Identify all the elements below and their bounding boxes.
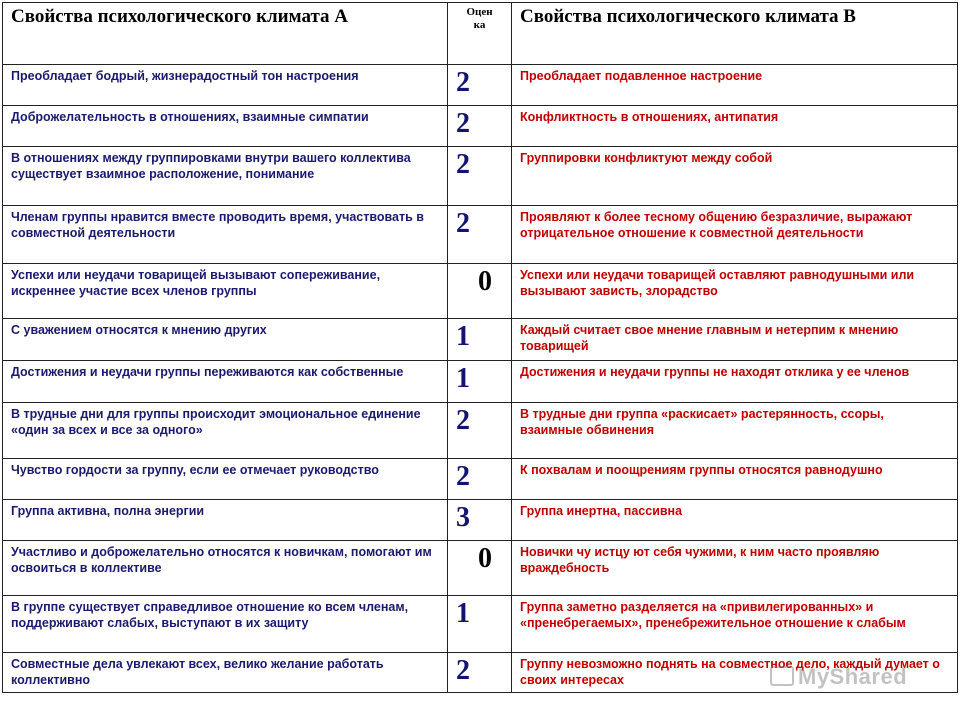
climate-a-cell: Преобладает бодрый, жизнерадостный тон настроения xyxy=(3,65,448,106)
score-cell: 2 xyxy=(448,147,512,206)
header-score-label: Оцен ка xyxy=(466,6,493,31)
watermark-text: MyShared xyxy=(798,664,908,689)
score-cell: 2 xyxy=(448,459,512,500)
score-cell: 2 xyxy=(448,403,512,459)
watermark xyxy=(770,664,907,690)
climate-b-cell: Успехи или неудачи товарищей оставляют равнодушными или вызывают зависть, злорадство xyxy=(512,264,958,319)
table-row xyxy=(3,361,958,403)
climate-b-cell: Проявляют к более тесному общению безразличие, выражают отрицательное отношение к совместной деятельности xyxy=(512,206,958,264)
climate-b-cell: Группу невозможно поднять на совместное дело, каждый думает о своих интересах xyxy=(512,653,958,693)
score-cell: 0 xyxy=(448,541,512,596)
climate-b-cell: Каждый считает свое мнение главным и нетерпим к мнению товарищей xyxy=(512,319,958,361)
score-cell: 2 xyxy=(448,653,512,693)
climate-a-cell: Группа активна, полна энергии xyxy=(3,500,448,541)
table-row xyxy=(3,106,958,147)
climate-b-cell: Новички чу истцу ют себя чужими, к ним часто проявляю враждебность xyxy=(512,541,958,596)
table-row xyxy=(3,319,958,361)
climate-a-cell: В трудные дни для группы происходит эмоциональное единение «один за всех и все за одного» xyxy=(3,403,448,459)
table-row xyxy=(3,541,958,596)
climate-a-cell: Чувство гордости за группу, если ее отмечает руководство xyxy=(3,459,448,500)
header-climate-a: Свойства психологического климата А xyxy=(3,3,448,65)
climate-b-cell: В трудные дни группа «раскисает» растерянность, ссоры, взаимные обвинения xyxy=(512,403,958,459)
climate-a-cell: Доброжелательность в отношениях, взаимные симпатии xyxy=(3,106,448,147)
climate-b-cell: К похвалам и поощрениям группы относятся равнодушно xyxy=(512,459,958,500)
climate-a-cell: Членам группы нравится вместе проводить время, участвовать в совместной деятельности xyxy=(3,206,448,264)
score-cell: 1 xyxy=(448,596,512,653)
presentation-icon xyxy=(770,666,794,686)
table-row xyxy=(3,403,958,459)
climate-a-cell: Достижения и неудачи группы переживаются как собственные xyxy=(3,361,448,403)
climate-b-cell: Достижения и неудачи группы не находят отклика у ее членов xyxy=(512,361,958,403)
climate-b-cell: Конфликтность в отношениях, антипатия xyxy=(512,106,958,147)
header-score xyxy=(448,3,512,65)
climate-b-cell: Группа инертна, пассивна xyxy=(512,500,958,541)
score-cell: 2 xyxy=(448,206,512,264)
score-cell: 2 xyxy=(448,106,512,147)
climate-table xyxy=(2,2,958,693)
climate-b-cell: Преобладает подавленное настроение xyxy=(512,65,958,106)
climate-a-cell: С уважением относятся к мнению других xyxy=(3,319,448,361)
score-cell: 3 xyxy=(448,500,512,541)
table-row xyxy=(3,147,958,206)
score-cell: 2 xyxy=(448,65,512,106)
climate-b-cell: Группа заметно разделяется на «привилегированных» и «пренебрегаемых», пренебрежительное отношение к слабым xyxy=(512,596,958,653)
table-row xyxy=(3,264,958,319)
header-climate-b: Свойства психологического климата В xyxy=(512,3,958,65)
table-row xyxy=(3,596,958,653)
table-row xyxy=(3,459,958,500)
score-cell: 1 xyxy=(448,319,512,361)
score-cell: 0 xyxy=(448,264,512,319)
header-row xyxy=(3,3,958,65)
climate-a-cell: В группе существует справедливое отношение ко всем членам, поддерживают слабых, выступают в их защиту xyxy=(3,596,448,653)
table-row xyxy=(3,206,958,264)
climate-a-cell: Участливо и доброжелательно относятся к новичкам, помогают им освоиться в коллективе xyxy=(3,541,448,596)
climate-b-cell: Группировки конфликтуют между собой xyxy=(512,147,958,206)
table-row xyxy=(3,500,958,541)
table-row xyxy=(3,65,958,106)
score-cell: 1 xyxy=(448,361,512,403)
climate-a-cell: Успехи или неудачи товарищей вызывают сопереживание, искреннее участие всех членов группы xyxy=(3,264,448,319)
climate-a-cell: В отношениях между группировками внутри вашего коллектива существует взаимное расположение, понимание xyxy=(3,147,448,206)
climate-a-cell: Совместные дела увлекают всех, велико желание работать коллективно xyxy=(3,653,448,693)
